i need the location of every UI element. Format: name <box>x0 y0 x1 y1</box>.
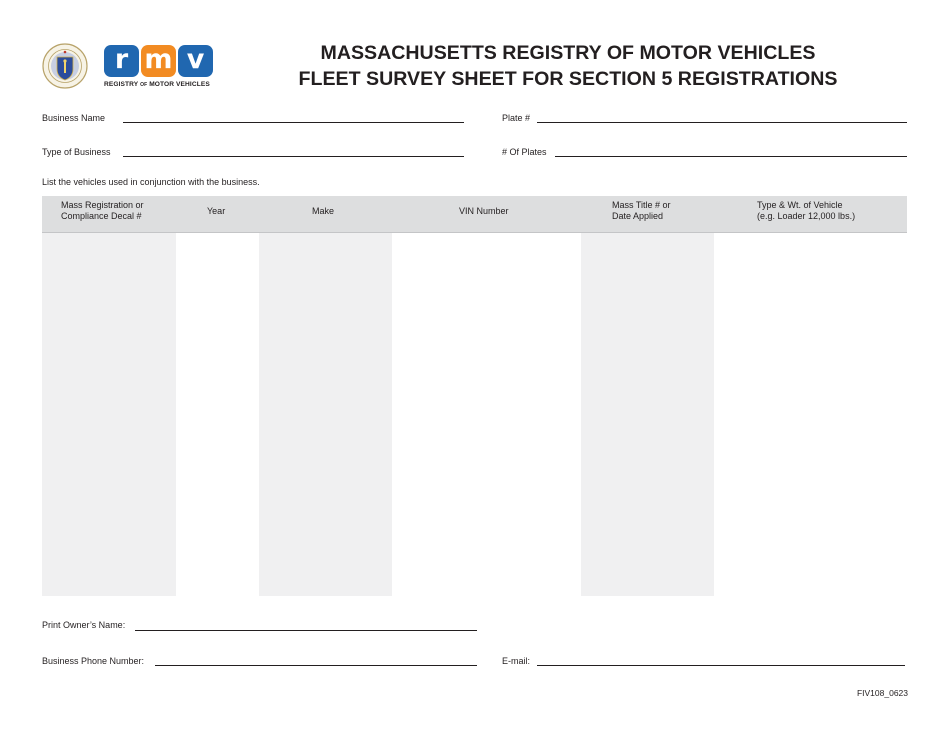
num-plates-field[interactable] <box>555 156 907 157</box>
header-make: Make <box>312 206 335 216</box>
instructions-text: List the vehicles used in conjunction with the business. <box>42 177 260 187</box>
email-field[interactable] <box>537 665 905 666</box>
header-title: Mass Title # or Date Applied <box>612 200 671 221</box>
column-type-weight[interactable] <box>714 196 907 596</box>
column-title[interactable] <box>581 196 714 596</box>
num-plates-label: # Of Plates <box>502 147 547 157</box>
header-type-weight: Type & Wt. of Vehicle (e.g. Loader 12,000 lbs.) <box>757 200 856 221</box>
type-of-business-label: Type of Business <box>42 147 111 157</box>
vehicle-table <box>42 196 907 596</box>
header-year: Year <box>207 206 226 216</box>
massachusetts-seal-icon <box>42 43 88 89</box>
rmv-logo-m: m <box>141 45 176 77</box>
business-phone-field[interactable] <box>155 665 477 666</box>
print-owner-name-label: Print Owner’s Name: <box>42 620 126 630</box>
column-vin[interactable] <box>392 196 581 596</box>
form-number: FIV108_0623 <box>856 688 908 698</box>
header-registration: Mass Registration or Compliance Decal # <box>61 200 144 221</box>
column-registration[interactable] <box>42 196 176 596</box>
email-label: E-mail: <box>502 656 531 666</box>
rmv-logo <box>104 45 216 93</box>
business-name-label: Business Name <box>42 113 106 123</box>
column-make[interactable] <box>259 196 392 596</box>
table-header-divider <box>42 232 907 233</box>
rmv-logo-v: v <box>178 45 213 77</box>
plate-field[interactable] <box>537 122 907 123</box>
column-year[interactable] <box>176 196 259 596</box>
rmv-logo-subtitle: REGISTRY OF MOTOR VEHICLES <box>104 81 210 88</box>
header-vin: VIN Number <box>459 206 509 216</box>
plate-label: Plate # <box>502 113 531 123</box>
business-phone-label: Business Phone Number: <box>42 656 145 666</box>
title-line-2: FLEET SURVEY SHEET FOR SECTION 5 REGISTRATIONS <box>298 68 838 90</box>
page-title <box>256 40 880 92</box>
business-name-field[interactable] <box>123 122 464 123</box>
title-line-1: MASSACHUSETTS REGISTRY OF MOTOR VEHICLES <box>320 42 816 64</box>
print-owner-name-field[interactable] <box>135 630 477 631</box>
type-of-business-field[interactable] <box>123 156 464 157</box>
rmv-logo-r: r <box>104 45 139 77</box>
